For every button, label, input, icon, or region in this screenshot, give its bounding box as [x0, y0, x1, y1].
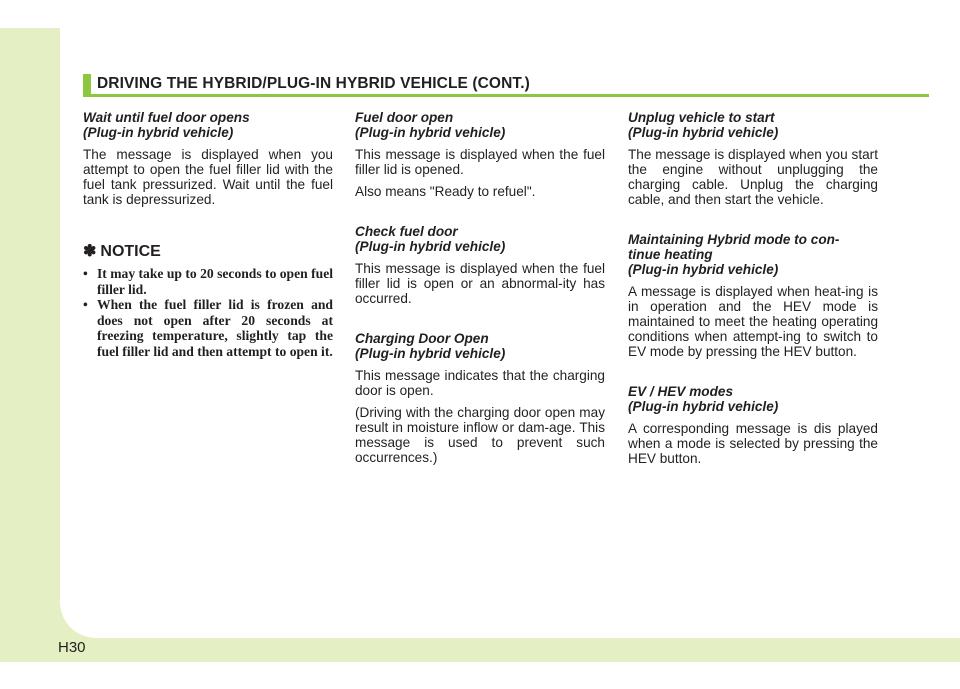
page-number: H30: [58, 639, 86, 656]
body-fuel-door-open: This message is displayed when the fuel filler lid is opened.: [355, 147, 605, 177]
body-unplug-vehicle: The message is displayed when you start the engine without unplugging the charging cable. Unplug the charging cable, and then start the vehicle.: [628, 147, 878, 207]
notice-title: NOTICE: [100, 243, 161, 260]
heading-maintaining-hybrid-mode: Maintaining Hybrid mode to con- tinue heating (Plug-in hybrid vehicle): [628, 232, 840, 277]
body-wait-fuel-door: The message is displayed when you attempt to open the fuel filler lid with the fuel tank pressurized. Wait until the fuel tank is depressurized.: [83, 147, 333, 207]
heading-fuel-door-open: Fuel door open (Plug-in hybrid vehicle): [355, 110, 506, 140]
notice-star-icon: ✽: [83, 243, 97, 260]
heading-ev-hev-modes: EV / HEV modes (Plug-in hybrid vehicle): [628, 384, 779, 414]
section-header: [83, 72, 929, 100]
body-charging-door-warning: (Driving with the charging door open may result in moisture inflow or dam-age. This message is used to prevent such occurrences.): [355, 405, 605, 465]
list-item: • It may take up to 20 seconds to open fuel filler lid.: [83, 266, 334, 297]
heading-wait-fuel-door: Wait until fuel door opens (Plug-in hybrid vehicle): [83, 110, 250, 140]
body-maintaining-hybrid-mode: A message is displayed when heat-ing is in operation and the HEV mode is maintained to meet the heating operating conditions when attempt-ing to switch to EV mode by pressing the HEV button.: [628, 284, 878, 359]
column-3: [628, 110, 878, 473]
list-item: • When the fuel filler lid is frozen and does not open after 20 seconds at freezing temperature, slightly tap the fuel filler lid and then attempt to open it.: [83, 297, 333, 359]
notice-list: [83, 266, 333, 359]
column-2: [355, 110, 605, 472]
heading-unplug-vehicle: Unplug vehicle to start (Plug-in hybrid vehicle): [628, 110, 779, 140]
header-title: DRIVING THE HYBRID/PLUG-IN HYBRID VEHICLE (CONT.): [97, 75, 530, 92]
heading-charging-door-open: Charging Door Open (Plug-in hybrid vehicle): [355, 331, 506, 361]
header-accent-bar: [83, 74, 91, 94]
bullet-icon: •: [83, 266, 88, 281]
header-rule: [83, 94, 929, 97]
column-1: [83, 110, 333, 359]
body-check-fuel-door: This message is displayed when the fuel filler lid is open or an abnormal-ity has occurred.: [355, 261, 605, 306]
body-charging-door-open: This message indicates that the charging door is open.: [355, 368, 605, 398]
body-ready-to-refuel: Also means "Ready to refuel".: [355, 184, 536, 199]
notice-heading: [83, 242, 333, 262]
bullet-icon: •: [83, 297, 88, 312]
body-ev-hev-modes: A corresponding message is dis played when a mode is selected by pressing the HEV button.: [628, 421, 878, 466]
heading-check-fuel-door: Check fuel door (Plug-in hybrid vehicle): [355, 224, 506, 254]
